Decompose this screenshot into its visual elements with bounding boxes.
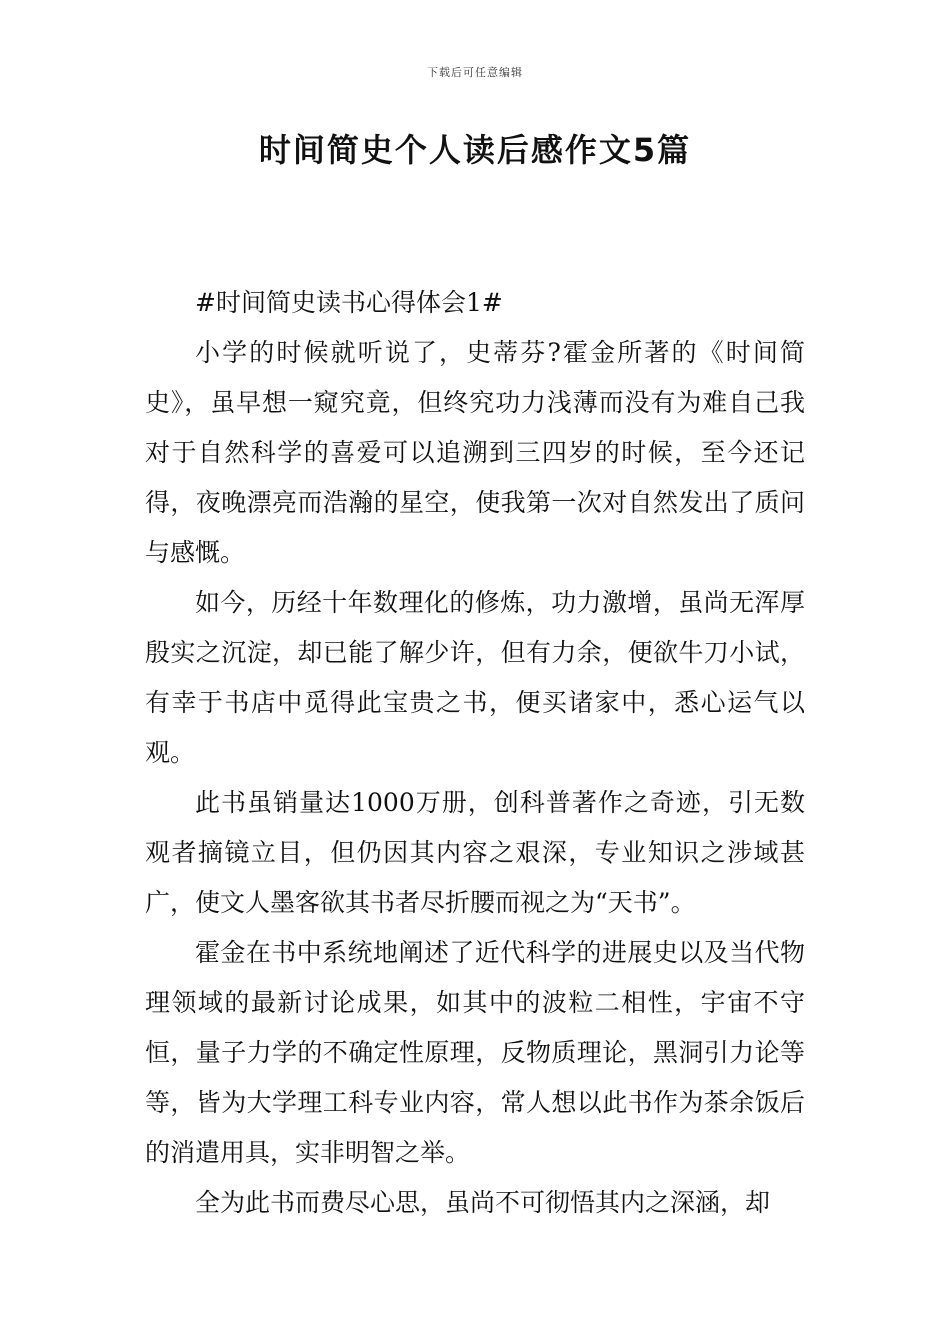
document-title: 时间简史个人读后感作文5篇 bbox=[258, 131, 692, 169]
paragraph-3: 此书虽销量达1000万册，创科普著作之奇迹，引无数观者摘镜立目，但仍因其内容之艰深，专业知识之涉域甚广，使文人墨客欲其书者尽折腰而视之为“天书”。 bbox=[145, 788, 805, 917]
paragraph-5: 全为此书而费尽心思，虽尚不可彻悟其内之深涵，却 bbox=[195, 1188, 771, 1217]
paragraph-4: 霍金在书中系统地阐述了近代科学的进展史以及当代物理领域的最新讨论成果，如其中的波粒二相性，宇宙不守恒，量子力学的不确定性原理，反物质理论，黑洞引力论等等，皆为大学理工科专业内容，常人想以此书作为茶余饭后的消遣用具，实非明智之举。 bbox=[145, 938, 805, 1167]
document-body bbox=[145, 278, 805, 1228]
section-heading: #时间简史读书心得体会1# bbox=[195, 288, 503, 317]
header-note: 下载后可任意编辑 bbox=[427, 66, 523, 79]
paragraph-2: 如今，历经十年数理化的修炼，功力激增，虽尚无浑厚殷实之沉淀，却已能了解少许，但有力余，便欲牛刀小试，有幸于书店中觅得此宝贵之书，便买诸家中，悉心运气以观。 bbox=[145, 588, 805, 767]
paragraph-1: 小学的时候就听说了，史蒂芬?霍金所著的《时间简史》，虽早想一窥究竟，但终究功力浅薄而没有为难自己我对于自然科学的喜爱可以追溯到三四岁的时候，至今还记得，夜晚漂亮而浩瀚的星空，使我第一次对自然发出了质问与感慨。 bbox=[145, 338, 805, 567]
